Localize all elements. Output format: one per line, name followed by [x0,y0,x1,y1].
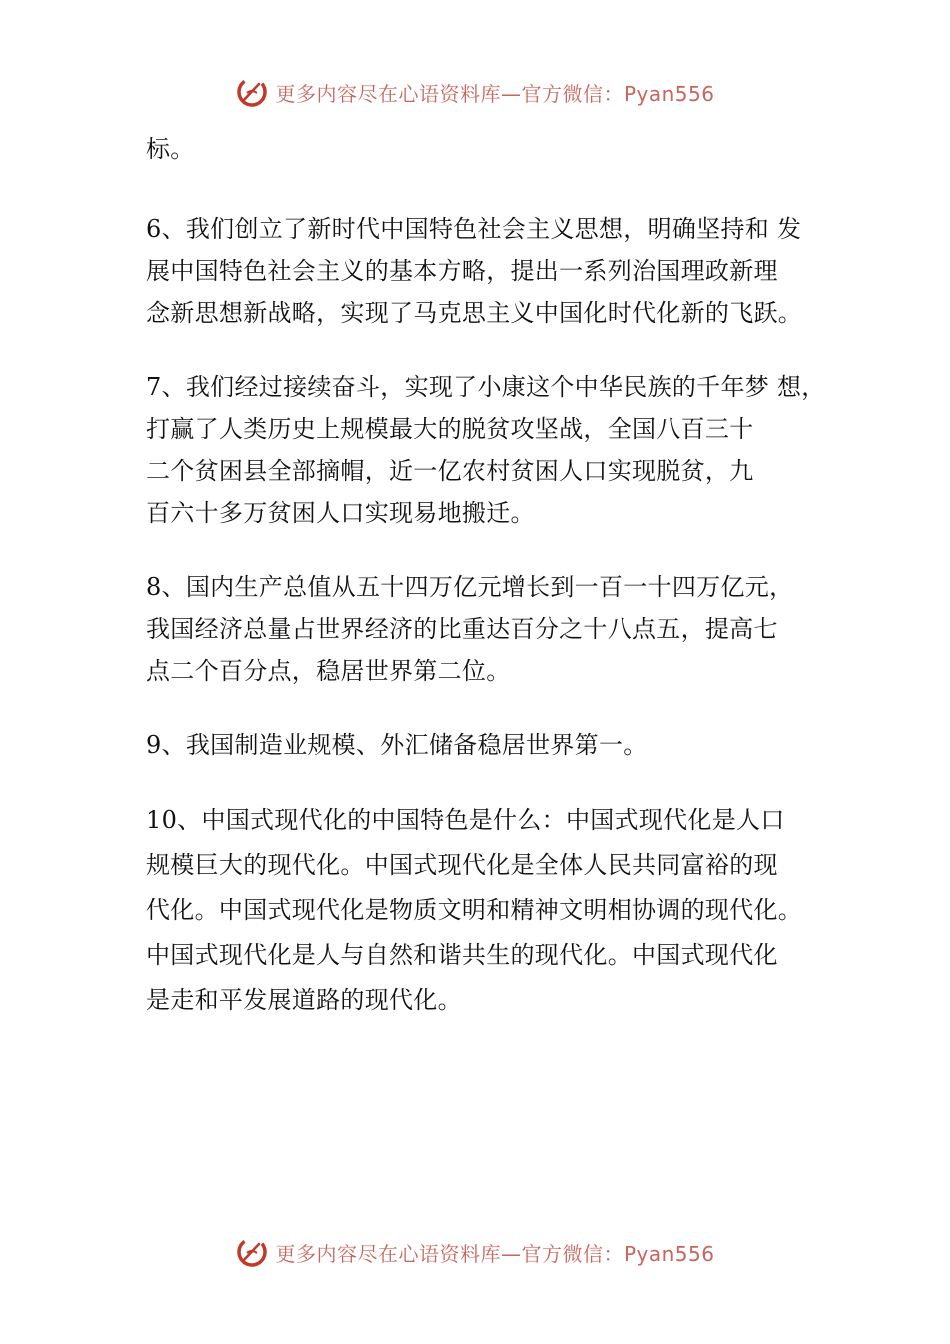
footer-watermark [0,1232,950,1272]
text-line: 百六十多万贫困人口实现易地搬迁。 [146,499,535,527]
header-watermark [0,72,950,112]
text-line: 规模巨大的现代化。中国式现代化是全体人民共同富裕的现 [146,851,778,879]
paragraph-continuation [146,128,826,170]
text-line: 中国式现代化是人与自然和谐共生的现代化。中国式现代化 [146,941,778,969]
brush-logo-icon [235,75,269,109]
text-line: 我国经济总量占世界经济的比重达百分之十八点五，提高七 [146,615,778,643]
text-line: 9、我国制造业规模、外汇储备稳居世界第一。 [146,731,648,759]
paragraph-item-10 [146,798,826,1023]
text-line: 打赢了人类历史上规模最大的脱贫攻坚战，全国八百三十 [146,415,754,443]
brush-logo-icon [235,1235,269,1269]
text-line: 8、国内生产总值从五十四万亿元增长到一百一十四万亿元， [146,573,794,601]
text-line: 是走和平发展道路的现代化。 [146,986,462,1014]
paragraph-item-8 [146,566,826,692]
paragraph-item-7 [146,366,826,534]
text-line: 二个贫困县全部摘帽，近一亿农村贫困人口实现脱贫，九 [146,457,754,485]
watermark-text: 更多内容尽在心语资料库—官方微信：Pyan556 [275,81,715,106]
text-line: 念新思想新战略，实现了马克思主义中国化时代化新的飞跃。 [146,299,803,327]
document-body [146,128,826,1055]
text-line: 6、我们创立了新时代中国特色社会主义思想，明确坚持和 发 [146,215,802,243]
text-line: 代化。中国式现代化是物质文明和精神文明相协调的现代化。 [146,896,803,924]
text-line: 10、中国式现代化的中国特色是什么：中国式现代化是人口 [146,806,785,834]
paragraph-item-9 [146,724,826,766]
text-line: 标。 [146,135,195,163]
text-line: 7、我们经过接续奋斗，实现了小康这个中华民族的千年梦 想， [146,373,826,401]
paragraph-item-6 [146,208,826,334]
watermark-text: 更多内容尽在心语资料库—官方微信：Pyan556 [275,1241,715,1266]
text-line: 点二个百分点，稳居世界第二位。 [146,657,511,685]
text-line: 展中国特色社会主义的基本方略，提出一系列治国理政新理 [146,257,778,285]
